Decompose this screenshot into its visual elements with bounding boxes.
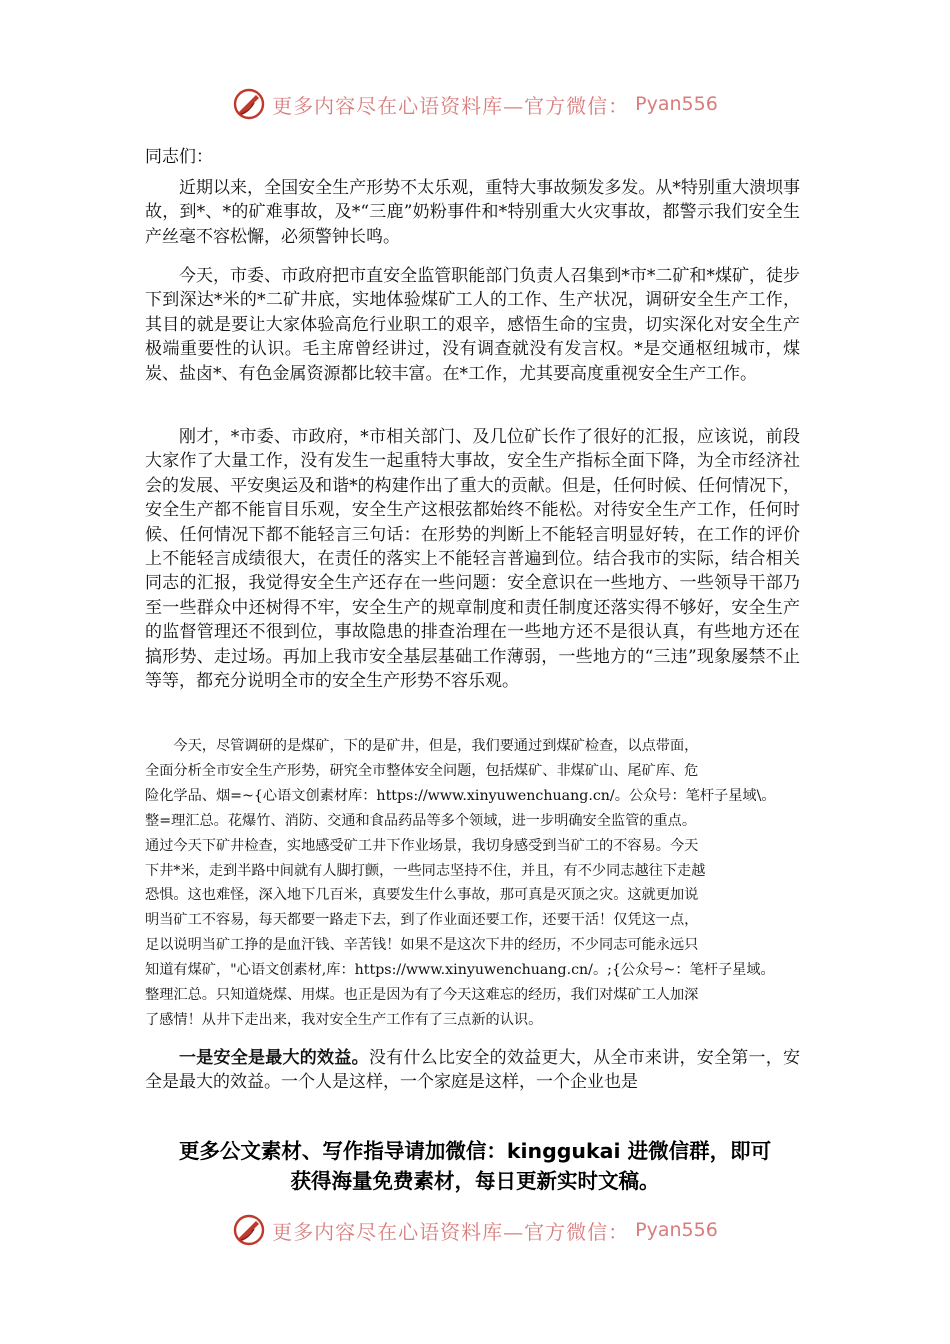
header-banner (0, 82, 950, 126)
banner-text: 更多内容尽在心语资料库—官方微信： (272, 1219, 630, 1244)
small-paragraph (145, 734, 800, 1033)
small-line: 恐惧。这也难怪，深入地下几百米，真要发生什么事故，那可真是灭顶之灾。这就更加说 (145, 887, 699, 904)
paragraph-3-block (145, 425, 800, 693)
paragraph: 近期以来，全国安全生产形势不太乐观，重特大事故频发多发。从*特别重大溃坝事故，到*、*的矿难事故，及*“三鹿”奶粉事件和*特别重大火灾事故，都警示我们安全生产丝毫不容松懈，必须警钟长鸣。 (145, 178, 800, 247)
brand-logo-icon (232, 87, 266, 121)
small-line: 通过今天下矿井检查，实地感受矿工井下作业场景，我切身感受到当矿工的不容易。今天 (145, 837, 699, 854)
paragraph: 刚才，*市委、市政府，*市相关部门、及几位矿长作了很好的汇报，应该说，前段大家作了大量工作，没有发生一起重特大事故，安全生产指标全面下降，为全市经济社会的发展、平安奥运及和谐*的构建作出了重大的贡献。但是，任何时候、任何情况下，安全生产都不能盲目乐观，安全生产这根弦都始终不能松。对待安全生产工作，任何时候、任何情况下都不能轻言三句话：在形势的判断上不能轻言明显好转，在工作的评价上不能轻言成绩很大，在责任的落实上不能轻言普遍到位。结合我市的实际，结合相关同志的汇报，我觉得安全生产还存在一些问题：安全意识在一些地方、一些领导干部乃至一些群众中还树得不牢，安全生产的规章制度和责任制度还落实得不够好，安全生产的监督管理还不很到位，事故隐患的排查治理在一些地方还不是很认真，有些地方还在搞形势、走过场。再加上我市安全基层基础工作薄弱，一些地方的“三违”现象屡禁不止等等，都充分说明全市的安全生产形势不容乐观。 (145, 427, 800, 692)
small-line: 险化学品、烟=~{心语文创素材库：https://www.xinyuwenchuang.cn/。公众号：笔杆子星域\。 (145, 787, 776, 804)
small-line: 整=理汇总。花爆竹、消防、交通和食品药品等多个领域，进一步明确安全监管的重点。 (145, 812, 697, 829)
footer-ad-line: 更多公文素材、写作指导请加微信：kinggukai 进微信群，即可 (178, 1139, 772, 1163)
point-one-paragraph (145, 1046, 800, 1095)
point-one-text: 没有什么比安全的效益更大，从全市来讲，安全第一，安全是最大的效益。一个人是这样，一个家庭是这样，一个企业也是 (145, 1048, 800, 1093)
banner-text: 更多内容尽在心语资料库—官方微信： (272, 93, 630, 118)
small-line: 知道有煤矿，"心语文创素材,库：https://www.xinyuwenchuang.cn/。;{公众号~：笔杆子星域。 (145, 962, 775, 979)
point-one-block (145, 1046, 800, 1095)
footer-ad-line: 获得海量免费素材，每日更新实时文稿。 (290, 1169, 660, 1193)
banner-handle: Pyan556 (635, 1219, 718, 1241)
small-line: 今天，尽管调研的是煤矿，下的是矿井，但是，我们要通过到煤矿检查，以点带面， (173, 738, 699, 754)
point-one-lead: 一是安全是最大的效益。 (179, 1048, 369, 1068)
small-line: 下井*米，走到半路中间就有人脚打颤，一些同志坚持不住，并且，有不少同志越往下走越 (145, 862, 706, 879)
small-line: 全面分析全市安全生产形势，研究全市整体安全问题，包括煤矿、非煤矿山、尾矿库、危 (145, 762, 699, 779)
small-line: 了感情！从井下走出来，我对安全生产工作有了三点新的认识。 (145, 1011, 543, 1028)
footer-ad (120, 1136, 830, 1196)
small-line: 足以说明当矿工挣的是血汗钱、辛苦钱！如果不是这次下井的经历，不少同志可能永远只 (145, 937, 699, 954)
banner-handle: Pyan556 (635, 93, 718, 115)
paragraph: 今天，市委、市政府把市直安全监管职能部门负责人召集到*市*二矿和*煤矿，徒步下到深达*米的*二矿井底，实地体验煤矿工人的工作、生产状况，调研安全生产工作，其目的就是要让大家体验高危行业职工的艰辛，感悟生命的宝贵，切实深化对安全生产极端重要性的认识。毛主席曾经讲过，没有调查就没有发言权。*是交通枢纽城市，煤炭、盐卤*、有色金属资源都比较丰富。在*工作，尤其要高度重视安全生产工作。 (145, 266, 800, 384)
footer-banner (0, 1208, 950, 1252)
small-line: 整理汇总。只知道烧煤、用煤。也正是因为有了今天这难忘的经历，我们对煤矿工人加深 (145, 987, 699, 1004)
paragraph-2-block (145, 264, 800, 386)
small-line: 明当矿工不容易，每天都要一路走下去，到了作业面还要工作，还要干活！仅凭这一点， (145, 912, 699, 929)
brand-logo-icon (232, 1213, 266, 1247)
paragraph-1-block (145, 176, 800, 249)
greeting: 同志们： (145, 147, 213, 167)
